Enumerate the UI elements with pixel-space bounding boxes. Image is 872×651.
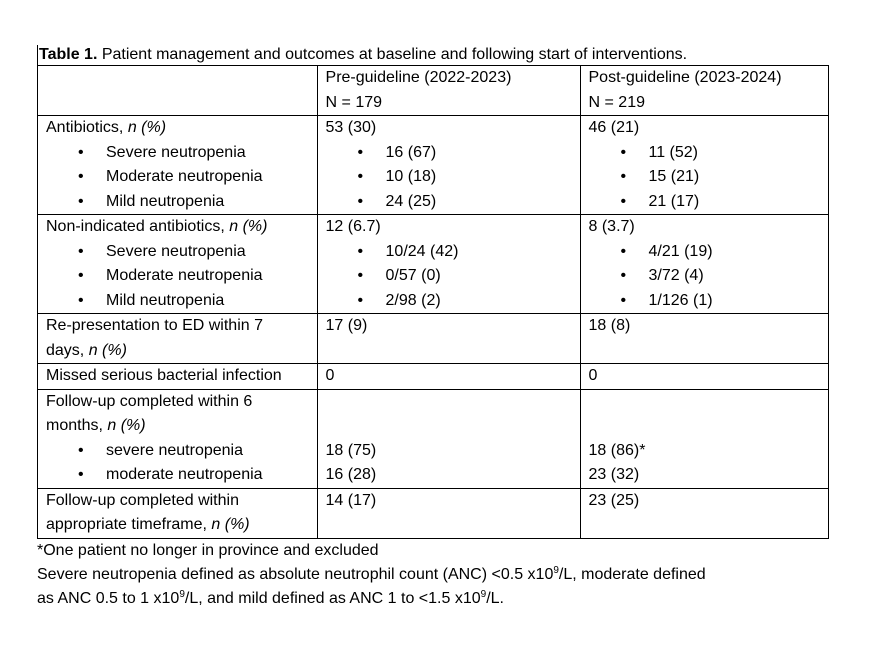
followup-timeframe-post-cell [580,488,829,538]
header-post-n: N = 219 [588,93,645,111]
non-indicated-unit: n (%) [229,218,268,235]
followup-timeframe-label-line2: appropriate timeframe, [46,516,212,533]
antibiotics-unit: n (%) [127,119,167,136]
represent-pre-cell [317,314,580,364]
footnote-def-c: as ANC 0.5 to 1 x10 [37,589,180,607]
antibiotics-post-mild: • 21 (17) [589,190,829,215]
non-indicated-sub-severe: • Severe neutropenia [46,240,317,265]
table-footnotes [37,539,837,611]
row-label-followup6 [38,389,318,488]
represent-post-cell [580,314,829,364]
row-label-missed [38,364,318,390]
followup6-post-cell [580,389,829,488]
followup6-pre-severe: 18 (75) [325,441,377,459]
followup6-label-line1: Follow-up completed within 6 [46,392,253,410]
followup-timeframe-pre-cell [317,488,580,538]
table-row [38,389,829,488]
non-indicated-post-moderate: • 3/72 (4) [589,264,829,289]
followup6-pre-moderate: 16 (28) [325,466,377,483]
followup-timeframe-label-line1: Follow-up completed within [46,491,239,509]
followup6-post-moderate: 23 (32) [588,466,640,483]
row-label-non-indicated [38,215,318,314]
missed-label: Missed serious bacterial infection [46,367,282,384]
non-indicated-pre-severe: • 10/24 (42) [326,240,580,265]
antibiotics-post-total: 46 (21) [588,119,640,136]
caption-text: Patient management and outcomes at baseline and following start of interventions. [97,46,688,63]
header-empty-cell [38,66,318,116]
followup6-sub-severe: • severe neutropenia [46,439,317,464]
header-pre-n: N = 179 [325,93,383,111]
antibiotics-sub-severe: • Severe neutropenia [46,141,317,166]
missed-post-cell [580,364,829,390]
followup-timeframe-pre-value: 14 (17) [325,491,377,509]
table-row [38,314,829,364]
antibiotics-pre-moderate: • 10 (18) [326,165,580,190]
non-indicated-sub-mild: • Mild neutropenia [46,289,317,314]
antibiotics-post-moderate: • 15 (21) [589,165,829,190]
footnote-def-e: /L. [486,589,504,607]
missed-post-value: 0 [588,367,598,384]
antibiotics-sub-moderate: • Moderate neutropenia [46,165,317,190]
antibiotics-post-cell [580,116,829,215]
antibiotics-pre-total: 53 (30) [325,119,377,136]
followup6-post-severe: 18 (86)* [588,441,646,459]
table-row [38,116,829,215]
outcomes-table [37,65,829,539]
footnote-sup-1: 9 [553,564,559,576]
antibiotics-pre-cell [317,116,580,215]
missed-pre-value: 0 [325,367,335,384]
table-caption [37,45,837,65]
footnote-def-d: /L, and mild defined as ANC 1 to <1.5 x10 [184,589,481,607]
followup6-unit: n (%) [107,417,146,434]
footnote-sup-2: 9 [179,588,185,600]
header-pre-title: Pre-guideline (2022-2023) [325,69,512,86]
represent-label-line2: days, [46,341,89,359]
row-label-represent [38,314,318,364]
row-label-followup-timeframe [38,488,318,538]
row-label-antibiotics [38,116,318,215]
table-row [38,215,829,314]
table-header-row [38,66,829,116]
followup-timeframe-unit: n (%) [211,516,250,533]
non-indicated-post-mild: • 1/126 (1) [589,289,829,314]
antibiotics-post-severe: • 11 (52) [589,141,829,166]
missed-pre-cell [317,364,580,390]
non-indicated-label: Non-indicated antibiotics, [46,218,230,235]
non-indicated-pre-total: 12 (6.7) [325,218,381,235]
header-post-title: Post-guideline (2023-2024) [588,69,782,86]
represent-post-value: 18 (8) [588,317,631,334]
non-indicated-pre-moderate: • 0/57 (0) [326,264,580,289]
footnote-sup-3: 9 [480,588,487,600]
non-indicated-post-severe: • 4/21 (19) [589,240,829,265]
followup6-pre-cell [317,389,580,488]
footnote-star: *One patient no longer in province and excluded [37,541,379,559]
followup6-label-line2: months, [46,417,108,434]
header-post-cell [580,66,829,116]
non-indicated-post-cell [580,215,829,314]
header-pre-cell [317,66,580,116]
represent-label-line1: Re-presentation to ED within 7 [46,317,263,334]
antibiotics-pre-mild: • 24 (25) [326,190,580,215]
antibiotics-sub-mild: • Mild neutropenia [46,190,317,215]
non-indicated-pre-cell [317,215,580,314]
represent-pre-value: 17 (9) [325,317,368,334]
non-indicated-pre-mild: • 2/98 (2) [326,289,580,314]
non-indicated-post-total: 8 (3.7) [588,218,635,235]
antibiotics-label: Antibiotics, [46,119,128,136]
footnote-def-b: /L, moderate defined [558,565,706,583]
followup6-sub-moderate: • moderate neutropenia [46,463,317,488]
footnote-definitions [37,563,837,611]
table-row [38,364,829,390]
caption-label: Table 1. [39,46,98,63]
footnote-def-a: Severe neutropenia defined as absolute neutrophil count (ANC) <0.5 x10 [37,565,554,583]
non-indicated-sub-moderate: • Moderate neutropenia [46,264,317,289]
represent-unit: n (%) [88,341,127,359]
table-figure [37,45,837,611]
antibiotics-pre-severe: • 16 (67) [326,141,580,166]
followup-timeframe-post-value: 23 (25) [588,491,640,509]
table-row [38,488,829,538]
